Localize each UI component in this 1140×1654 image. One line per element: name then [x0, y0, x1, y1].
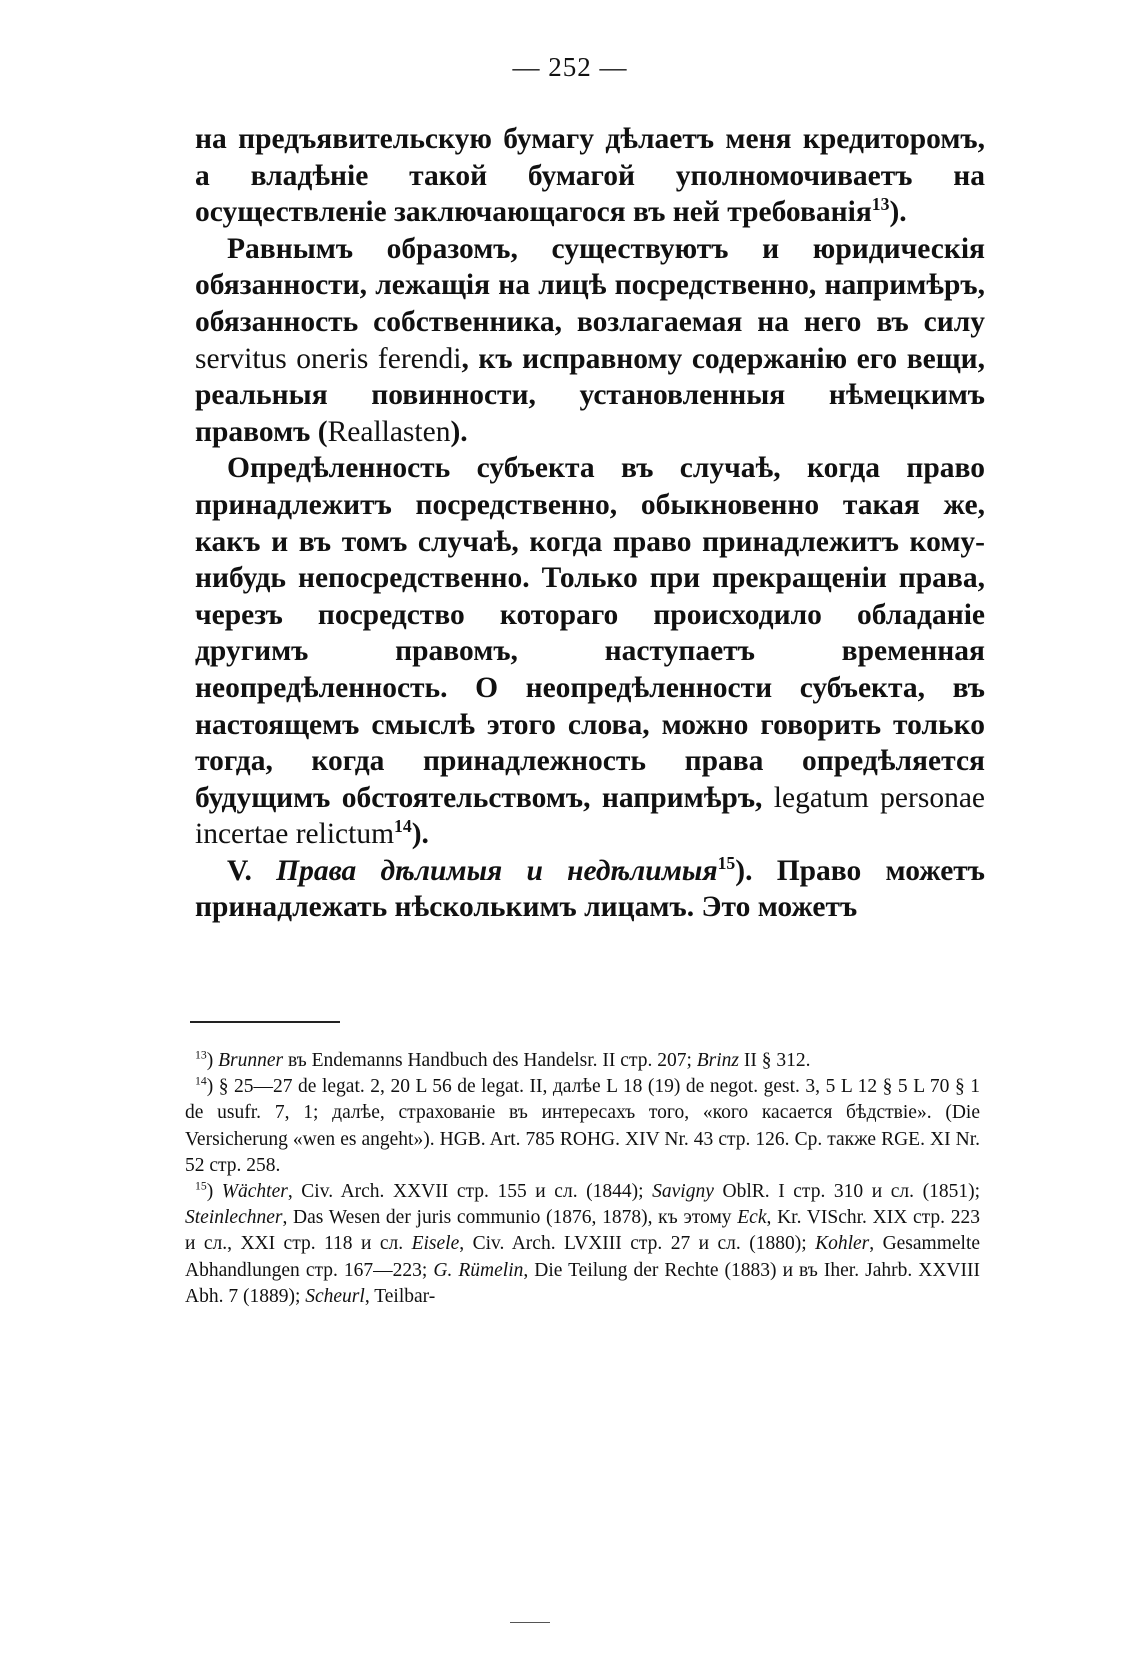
fn13-text-a: въ Endemanns Handbuch des Handelsr. II стр. 207; [287, 1050, 692, 1071]
p3-text: Опредѣленность субъекта въ случаѣ, когда право принадлежитъ посредственно, обыкновенно такая же, какъ и въ томъ случаѣ, когда право принадлежитъ кому-нибудь непосредственно. Только при прекращеніи права, черезъ посредство котораго происходило обладаніе другимъ правомъ, наступаетъ временная неопредѣленность. О неопредѣленности субъекта, въ настоящемъ смыслѣ этого слова, можно говорить только тогда, когда принадлежность права опредѣляется будущимъ обстоятельствомъ, напримѣръ, [195, 452, 985, 814]
footnote-14: $^{14}$) § 25—27 de legat. 2, 20 L 56 de legat. II, далѣе L 18 (19) de negot. gest. 3, 5 L 12 § 5 L 70 § 1 de usufr. 7, 1; далѣе, страхованіе въ интересахъ того, «кого касается бѣдствіе». (Die Versicherung «wen es angeht»). HGB. Art. 785 ROHG. XIV Nr. 43 стр. 126. Ср. также RGE. XI Nr. 52 стр. 258. [185, 1074, 980, 1176]
fn15-author-1: Wächter [221, 1181, 288, 1203]
p2-part-c: ). [450, 415, 468, 448]
fn15-author-8: Scheurl [305, 1285, 365, 1307]
fn15-author-7: G. Rümelin [433, 1259, 524, 1281]
p2-latin-term-2: Reallasten [327, 415, 451, 448]
fn15-text-5: , Civ. Arch. LVXIII стр. 27 и сл. (1880); [459, 1233, 807, 1255]
fn15-author-2: Savigny [652, 1181, 714, 1203]
p2-part-a: Равнымъ образомъ, существуютъ и юридическія обязанности, лежащія на лицѣ посредственно, напримѣръ, обязанность собственника, возлагаемая на него въ силу [195, 232, 985, 338]
footnote-15: $^{15}$) Wächter, Civ. Arch. XXVII стр. 155 и сл. (1844); Savigny OblR. I стр. 310 и сл. (1851); Steinlechner, Das Wesen der juris communio (1876, 1878), къ этому Eck, Kr. VISchr. XIX стр. 223 и сл., XXI стр. 118 и сл. Eisele, Civ. Arch. LVXIII стр. 27 и сл. (1880); Kohler, Gesammelte Abhandlungen стр. 167—223; G. Rümelin, Die Teilung der Rechte (1883) и въ Iher. Jahrb. XXVIII Abh. 7 (1889); Scheurl, Teilbar- [185, 1179, 981, 1307]
footnote-mark-13: 13 [195, 1048, 207, 1062]
bottom-mark [510, 1622, 550, 1623]
section-number: V. [227, 854, 252, 887]
fn15-author-6: Kohler [815, 1233, 870, 1255]
fn15-text-7: , Die Teilung der Rechte (1883) и въ Iher. Jahrb. XXVIII Abh. 7 (1889); [185, 1259, 980, 1307]
fn13-text-b: II § 312. [743, 1050, 811, 1071]
fn15-text-3: , Das Wesen der juris communio (1876, 1878), къ этому [282, 1207, 732, 1229]
paragraph-3 [195, 450, 985, 853]
p3-latin-term: legatum personae incertae relictum [195, 781, 986, 851]
p2-latin-term: servitus oneris ferendi [195, 342, 462, 375]
p1-text: на предъявительскую бумагу дѣлаетъ меня кредиторомъ, а владѣніе такой бумагой уполномочиваетъ на осуществленіе заключающагося въ ней требованія [195, 123, 985, 229]
paragraph-4 [195, 853, 985, 926]
fn15-text-8: , Teilbar- [364, 1285, 436, 1307]
fn15-text-4: , Kr. VISchr. XIX стр. 223 и сл., XXI стр. 118 и сл. [185, 1207, 981, 1255]
paragraph-2 [195, 231, 985, 451]
fn14-text: § 25—27 de legat. 2, 20 L 56 de legat. II, далѣе L 18 (19) de negot. gest. 3, 5 L 12 § 5 L 70 § 1 de usufr. 7, 1; далѣе, страхованіе въ интересахъ того, «кого касается бѣдствіе». (Die Versicherung «wen es angeht»). HGB. Art. 785 ROHG. XIV Nr. 43 стр. 126. Ср. также RGE. XI Nr. 52 стр. 258. [185, 1076, 980, 1176]
p3-tail: ). [411, 818, 429, 851]
section-title: Права дѣлимыя и недѣлимыя [276, 854, 718, 887]
fn15-text-6: , Gesammelte Abhandlungen стр. 167—223; [185, 1233, 981, 1281]
footnote-ref-15: 15 [717, 853, 736, 874]
fn15-text-2: OblR. I стр. 310 и сл. (1851); [722, 1181, 980, 1203]
fn13-author: Brunner [218, 1050, 284, 1071]
footnote-ref-14: 14 [394, 816, 412, 837]
footnote-separator [190, 1021, 340, 1023]
page-number: — 252 — [512, 52, 628, 82]
p1-tail: ). [889, 196, 907, 229]
main-text [195, 121, 985, 926]
footnotes [185, 1048, 980, 1310]
footnote-mark-14: 14 [195, 1074, 207, 1088]
p2-part-b: , къ исправному содержанію его вещи, реальныя повинности, установленныя нѣмецкимъ правомъ ( [195, 342, 985, 448]
fn15-author-5: Eisele [411, 1233, 460, 1255]
fn15-author-3: Steinlechner [185, 1207, 283, 1229]
p4-text: ). Право можетъ принадлежать нѣсколькимъ лицамъ. Это можетъ [195, 854, 985, 924]
fn13-author-2: Brinz [696, 1050, 740, 1071]
footnote-mark-15: 15 [195, 1179, 207, 1193]
paragraph-1 [195, 121, 985, 231]
fn15-text-1: , Civ. Arch. XXVII стр. 155 и сл. (1844); [287, 1181, 644, 1203]
footnote-ref-13: 13 [871, 194, 890, 215]
fn15-author-4: Eck [737, 1207, 767, 1229]
footnote-13: $^{13}$) Brunner въ Endemanns Handbuch des Handelsr. II стр. 207; Brinz II § 312. [195, 1048, 811, 1071]
